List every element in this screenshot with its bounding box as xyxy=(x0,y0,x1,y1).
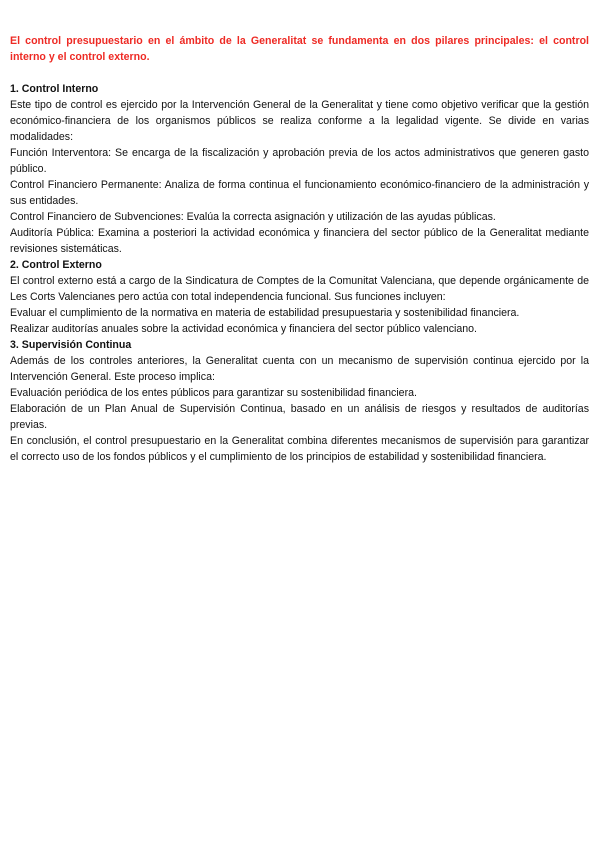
paragraph: Elaboración de un Plan Anual de Supervisión Continua, basado en un análisis de riesgos y resultados de auditorías previas. xyxy=(10,403,589,431)
paragraph: Control Financiero Permanente: Analiza de forma continua el funcionamiento económico-financiero de la administración y sus entidades. xyxy=(10,179,589,207)
section-control-externo xyxy=(10,257,589,337)
paragraph: Este tipo de control es ejercido por la Intervención General de la Generalitat y tiene como objetivo verificar que la gestión económico-financiera de los organismos públicos se realiza conforme a la legalidad vigente. Se divide en varias modalidades: xyxy=(10,99,589,143)
paragraph: Función Interventora: Se encarga de la fiscalización y aprobación previa de los actos administrativos que generen gasto público. xyxy=(10,147,589,175)
section-heading: 3. Supervisión Continua xyxy=(10,339,132,351)
section-supervision-continua xyxy=(10,337,589,465)
paragraph: El control externo está a cargo de la Sindicatura de Comptes de la Comunitat Valenciana, que depende orgánicamente de Les Corts Valencianes pero actúa con total independencia funcional. Sus funciones incluyen: xyxy=(10,275,589,303)
document-page xyxy=(10,33,589,465)
section-heading: 2. Control Externo xyxy=(10,259,102,271)
conclusion-paragraph: En conclusión, el control presupuestario en la Generalitat combina diferentes mecanismos de supervisión para garantizar el correcto uso de los fondos públicos y el cumplimiento de los principios de estabilidad y sostenibilidad financiera. xyxy=(10,435,589,463)
intro-paragraph: El control presupuestario en el ámbito de la Generalitat se fundamenta en dos pilares principales: el control interno y el control externo. xyxy=(10,35,589,63)
paragraph: Realizar auditorías anuales sobre la actividad económica y financiera del sector público valenciano. xyxy=(10,323,477,335)
paragraph: Evaluar el cumplimiento de la normativa en materia de estabilidad presupuestaria y sostenibilidad financiera. xyxy=(10,307,520,319)
section-control-interno xyxy=(10,81,589,257)
section-heading: 1. Control Interno xyxy=(10,83,99,95)
paragraph: Evaluación periódica de los entes públicos para garantizar su sostenibilidad financiera. xyxy=(10,387,417,399)
paragraph: Auditoría Pública: Examina a posteriori la actividad económica y financiera del sector público de la Generalitat mediante revisiones sistemáticas. xyxy=(10,227,589,255)
paragraph: Además de los controles anteriores, la Generalitat cuenta con un mecanismo de supervisión continua ejercido por la Intervención General. Este proceso implica: xyxy=(10,355,589,383)
paragraph: Control Financiero de Subvenciones: Evalúa la correcta asignación y utilización de las ayudas públicas. xyxy=(10,211,496,223)
